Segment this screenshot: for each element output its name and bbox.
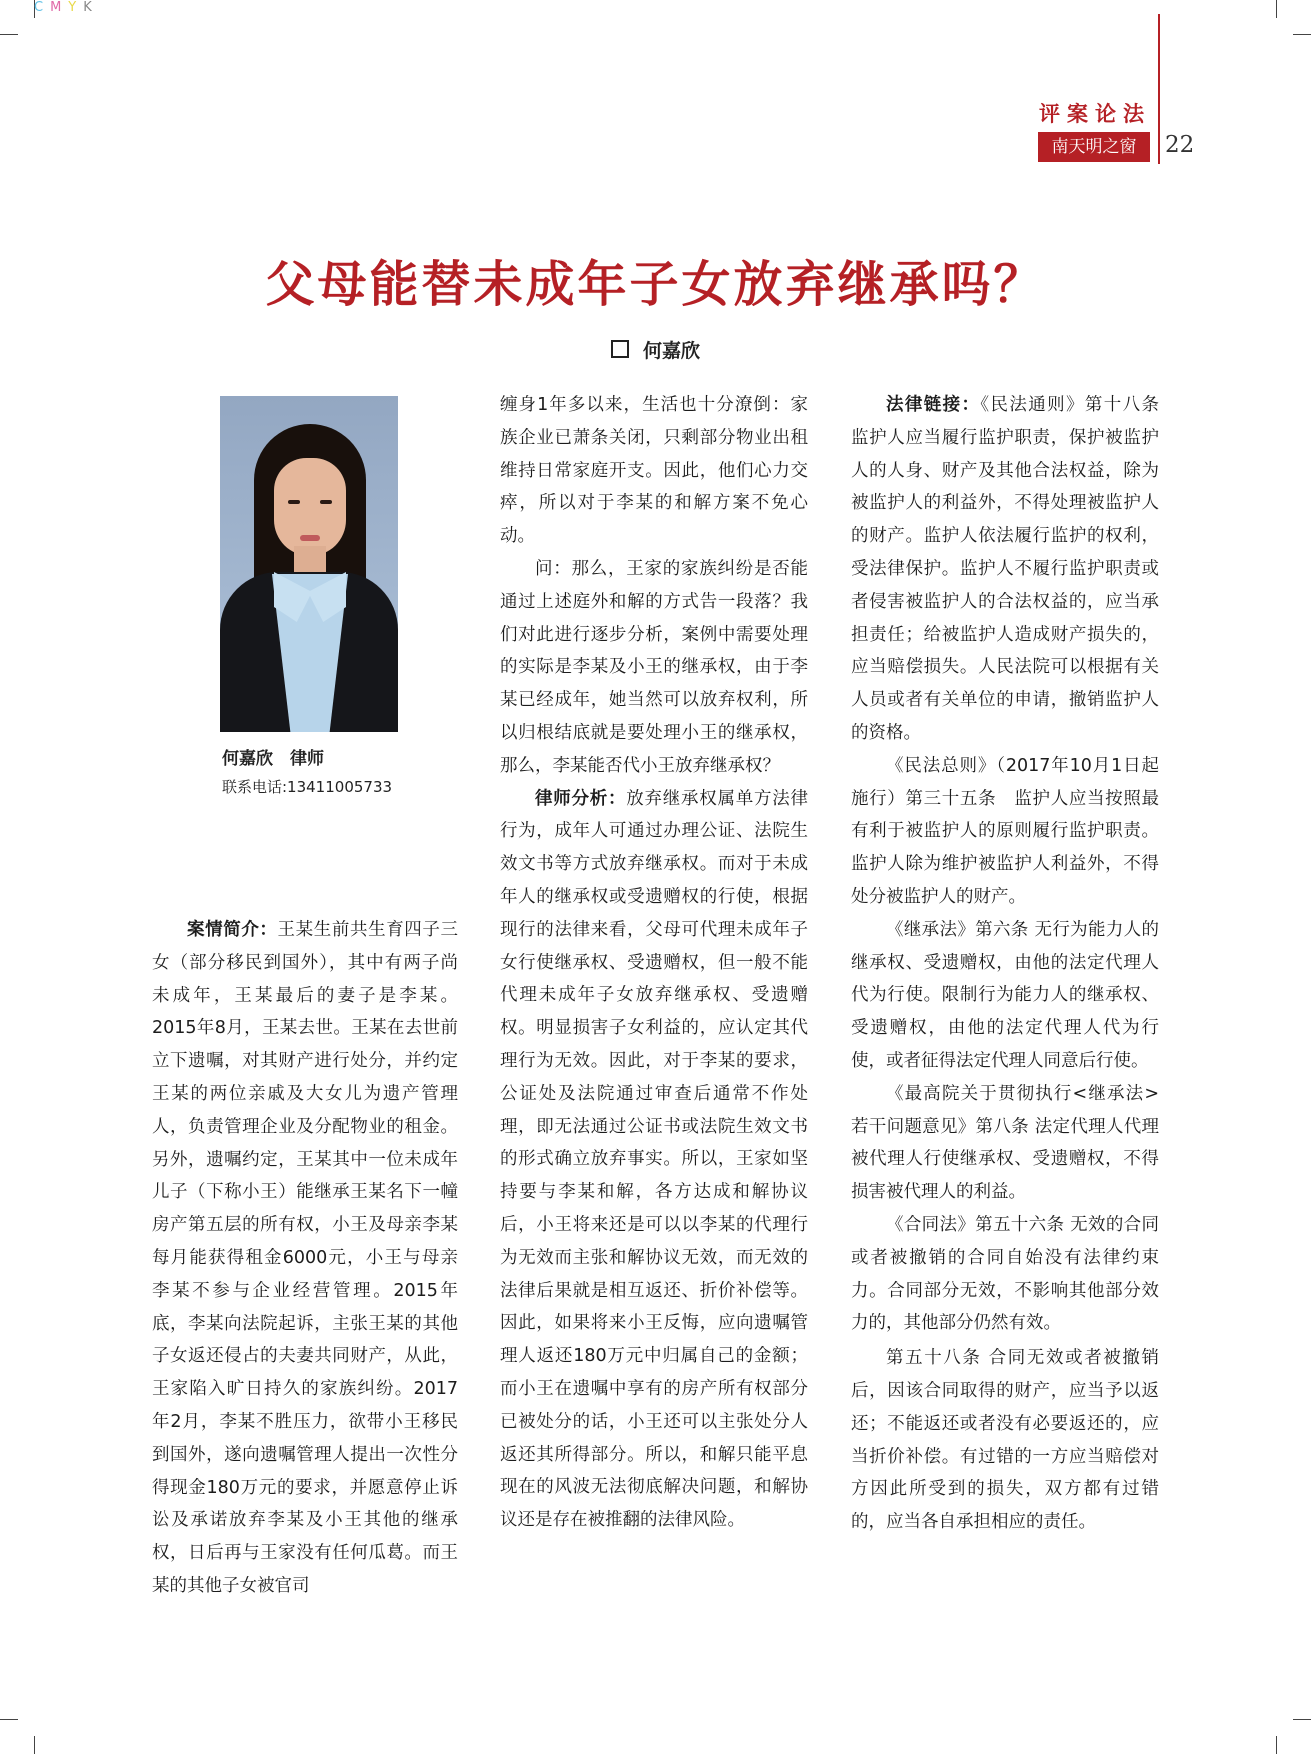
photo-caption-phone: 联系电话:13411005733 — [222, 778, 393, 796]
column-1 — [152, 914, 458, 1603]
header-divider — [1158, 14, 1160, 164]
section-title: 评案论法 — [1039, 102, 1151, 126]
paragraph: 律师分析：放弃继承权属单方法律行为，成年人可通过办理公证、法院生效文书等方式放弃继承权。而对于未成年人的继承权或受遗赠权的行使，根据现行的法律来看，父母可代理未成年子女行使继承权、受遗赠权，但一般不能代理未成年子女放弃继承权、受遗赠权。明显损害子女利益的，应认定其代理行为无效。因此，对于李某的要求，公证处及法院通过审查后通常不作处理，即无法通过公证书或法院生效文书的形式确立放弃事实。所以，王家如坚持要与李某和解，各方达成和解协议后，小王将来还是可以以李某的代理行为无效而主张和解协议无效，而无效的法律后果就是相互返还、折价补偿等。因此，如果将来小王反悔，应向遗嘱管理人返还180万元中归属自己的金额；而小王在遗嘱中享有的房产所有权部分已被处分的话，小王还可以主张处分人返还其所得部分。所以，和解只能平息现在的风波无法彻底解决问题，和解协议还是存在被推翻的法律风险。 — [500, 788, 808, 1531]
column-badge: 南天明之窗 — [1038, 132, 1150, 162]
page-number: 22 — [1165, 132, 1195, 158]
lead-label: 案情简介： — [187, 920, 278, 940]
paragraph: 《民法总则》（2017年10月1日起施行）第三十五条 监护人应当按照最有利于被监护人的原则履行监护职责。监护人除为维护被监护人利益外，不得处分被监护人的财产。 — [851, 755, 1159, 907]
crop-mark — [34, 1736, 35, 1754]
byline-box-icon — [611, 340, 629, 358]
author-name: 何嘉欣 — [642, 340, 700, 362]
crop-mark — [1293, 1719, 1311, 1720]
cmyk-c: C — [34, 0, 51, 15]
crop-mark — [0, 1719, 18, 1720]
paragraph: 缠身1年多以来，生活也十分潦倒：家族企业已萧条关闭，只剩部分物业出租维持日常家庭开支。因此，他们心力交瘁，所以对于李某的和解方案不免心动。 — [500, 395, 808, 547]
crop-mark — [1276, 1736, 1277, 1754]
crop-mark — [1293, 34, 1311, 35]
cmyk-registration — [34, 0, 99, 15]
cmyk-y: Y — [68, 0, 84, 15]
paragraph: 案情简介：王某生前共生育四子三女（部分移民到国外），其中有两子尚未成年，王某最后的妻子是李某。2015年8月，王某去世。王某在去世前立下遗嘱，对其财产进行处分，并约定王某的两位亲戚及大女儿为遗产管理人，负责管理企业及分配物业的租金。另外，遗嘱约定，王某其中一位未成年儿子（下称小王）能继承王某名下一幢房产第五层的所有权，小王及母亲李某每月能获得租金6000元，小王与母亲李某不参与企业经营管理。2015年底，李某向法院起诉，主张王某的其他子女返还侵占的夫妻共同财产，从此，王家陷入旷日持久的家族纠纷。2017年2月，李某不胜压力，欲带小王移民到国外，遂向遗嘱管理人提出一次性分得现金180万元的要求，并愿意停止诉讼及承诺放弃李某及小王其他的继承权，日后再与王家没有任何瓜葛。而王某的其他子女被官司 — [152, 920, 459, 1596]
crop-mark — [0, 34, 18, 35]
photo-caption-name: 何嘉欣 律师 — [222, 749, 324, 769]
author-photo — [220, 396, 398, 732]
paragraph: 《最高院关于贯彻执行<继承法>若干问题意见》第八条 法定代理人代理被代理人行使继承权、受遗赠权，不得损害被代理人的利益。 — [851, 1083, 1159, 1203]
byline — [0, 336, 1311, 363]
column-2 — [500, 389, 808, 1537]
paragraph: 问：那么，王家的家族纠纷是否能通过上述庭外和解的方式告一段落？我们对此进行逐步分析，案例中需要处理的实际是李某及小王的继承权，由于李某已经成年，她当然可以放弃权利，所以归根结底就是要处理小王的继承权，那么，李某能否代小王放弃继承权？ — [500, 558, 808, 776]
cmyk-m: M — [50, 0, 69, 15]
column-3 — [851, 389, 1177, 1539]
lead-label: 律师分析： — [535, 788, 627, 809]
paragraph: 《合同法》第五十六条 无效的合同或者被撤销的合同自始没有法律约束力。合同部分无效，不影响其他部分效力的，其他部分仍然有效。 — [851, 1214, 1159, 1334]
article-title: 父母能替未成年子女放弃继承吗？ — [265, 256, 1046, 313]
cmyk-k: K — [83, 0, 99, 15]
crop-mark — [1276, 0, 1277, 18]
lead-label: 法律链接： — [886, 395, 981, 415]
paragraph: 《继承法》第六条 无行为能力人的继承权、受遗赠权，由他的法定代理人代为行使。限制行为能力人的继承权、受遗赠权，由他的法定代理人代为行使，或者征得法定代理人同意后行使。 — [851, 919, 1159, 1071]
paragraph: 法律链接：《民法通则》第十八条 监护人应当履行监护职责，保护被监护人的人身、财产及其他合法权益，除为被监护人的利益外，不得处理被监护人的财产。监护人依法履行监护的权利，受法律保护。监护人不履行监护职责或者侵害被监护人的合法权益的，应当承担责任；给被监护人造成财产损失的，应当赔偿损失。人民法院可以根据有关人员或者有关单位的申请，撤销监护人的资格。 — [851, 395, 1177, 743]
paragraph: 第五十八条 合同无效或者被撤销后，因该合同取得的财产，应当予以返还；不能返还或者没有必要返还的，应当折价补偿。有过错的一方应当赔偿对方因此所受到的损失，双方都有过错的，应当各自承担相应的责任。 — [851, 1348, 1159, 1533]
